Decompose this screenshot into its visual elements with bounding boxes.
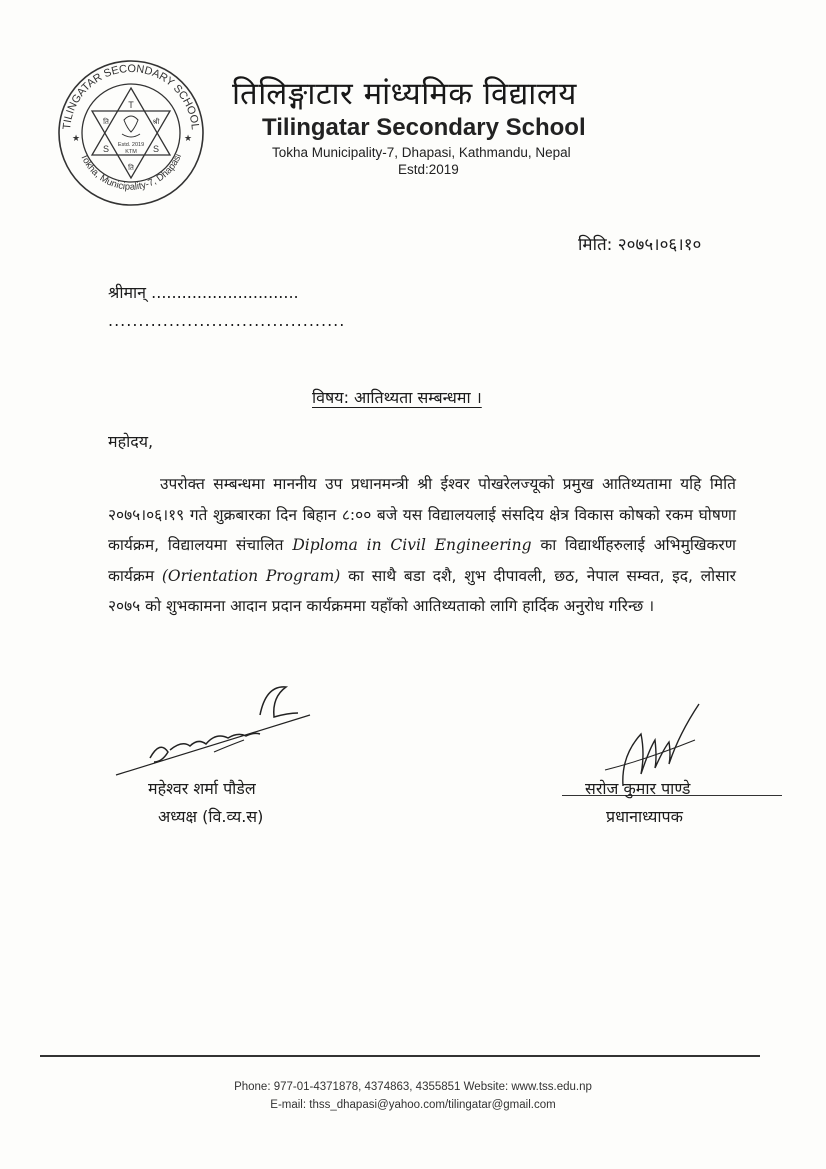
svg-text:★: ★ xyxy=(184,134,193,144)
seal-letter-ti-bottom: ति xyxy=(128,164,134,172)
svg-text:Tokha, Municipality-7, Dhapasi xyxy=(78,152,184,193)
body-part-3: का साथै बडा दशै, शुभ दीपावली, छठ, नेपाल सम्वत, इद, लोसार २०७५ को शुभकामना आदान प्रदान कार्यक्रममा यहाँको आतिथ्यताको लागि हार्दिक अनुरोध गरिन्छ । xyxy=(108,566,736,615)
school-established: Estd:2019 xyxy=(398,162,459,177)
seal-top-text: TILINGATAR SECONDARY SCHOOL xyxy=(61,62,201,131)
chairman-signature xyxy=(110,680,320,780)
letter-greeting: महोदय, xyxy=(108,432,154,451)
svg-text:TILINGATAR SECONDARY SCHOOL xyxy=(61,63,201,130)
svg-text:★: ★ xyxy=(72,134,81,144)
letter-date: मिति: २०७५।०६।१० xyxy=(578,235,702,255)
addressee-line-2: ....................................... xyxy=(108,311,346,330)
principal-name: सरोज कुमार पाण्डे xyxy=(585,779,691,798)
school-name-english: Tilingatar Secondary School xyxy=(262,114,586,141)
seal-letter-ti-left: ति xyxy=(103,118,109,126)
addressee-line-1: श्रीमान् ............................. xyxy=(108,283,299,302)
seal-letter-t: T xyxy=(128,100,134,110)
principal-role: प्रधानाध्यापक xyxy=(606,807,683,826)
letter-body xyxy=(108,469,736,622)
seal-city: KTM xyxy=(125,149,137,155)
seal-letter-shree: श्री xyxy=(152,118,160,126)
footer-contact: Phone: 977-01-4371878, 4374863, 4355851 Website: www.tss.edu.np xyxy=(234,1081,592,1093)
seal-letter-s-right: S xyxy=(152,144,160,154)
body-part-2: का विद्यार्थीहरुलाई अभिमुखिकरण कार्यक्रम xyxy=(108,536,736,585)
body-italic-diploma: Diploma in Civil Engineering xyxy=(292,536,532,554)
chairman-role: अध्यक्ष (वि.व्य.स) xyxy=(158,807,264,826)
letter-subject: विषय: आतिथ्यता सम्बन्धमा । xyxy=(312,388,482,407)
chairman-name: महेश्वर शर्मा पौडेल xyxy=(148,779,256,798)
body-italic-orientation: (Orientation Program) xyxy=(161,566,341,585)
seal-estd: Estd. 2019 xyxy=(117,142,145,148)
footer-email: E-mail: thss_dhapasi@yahoo.com/tilingatar@gmail.com xyxy=(270,1099,556,1111)
seal-bottom-text: Tokha, Municipality-7, Dhapasi xyxy=(77,152,185,193)
body-part-1: उपरोक्त सम्बन्धमा माननीय उप प्रधानमन्त्री श्री ईश्वर पोखरेलज्यूको प्रमुख आतिथ्यतामा यहि मिति २०७५।०६।१९ गते शुक्रबारका दिन बिहान ८:०० बजे यस विद्यालयलाई संसदिय क्षेत्र विकास कोषको रकम घोषणा कार्यक्रम, विद्यालयमा संचालित xyxy=(108,475,736,554)
seal-letter-s-left: S xyxy=(102,144,110,154)
footer-divider xyxy=(40,1055,760,1057)
school-address: Tokha Municipality-7, Dhapasi, Kathmandu, Nepal xyxy=(272,145,571,160)
school-name-nepali: तिलिङ्गाटार मांध्यमिक विद्यालय xyxy=(232,76,577,112)
school-seal xyxy=(56,58,206,208)
